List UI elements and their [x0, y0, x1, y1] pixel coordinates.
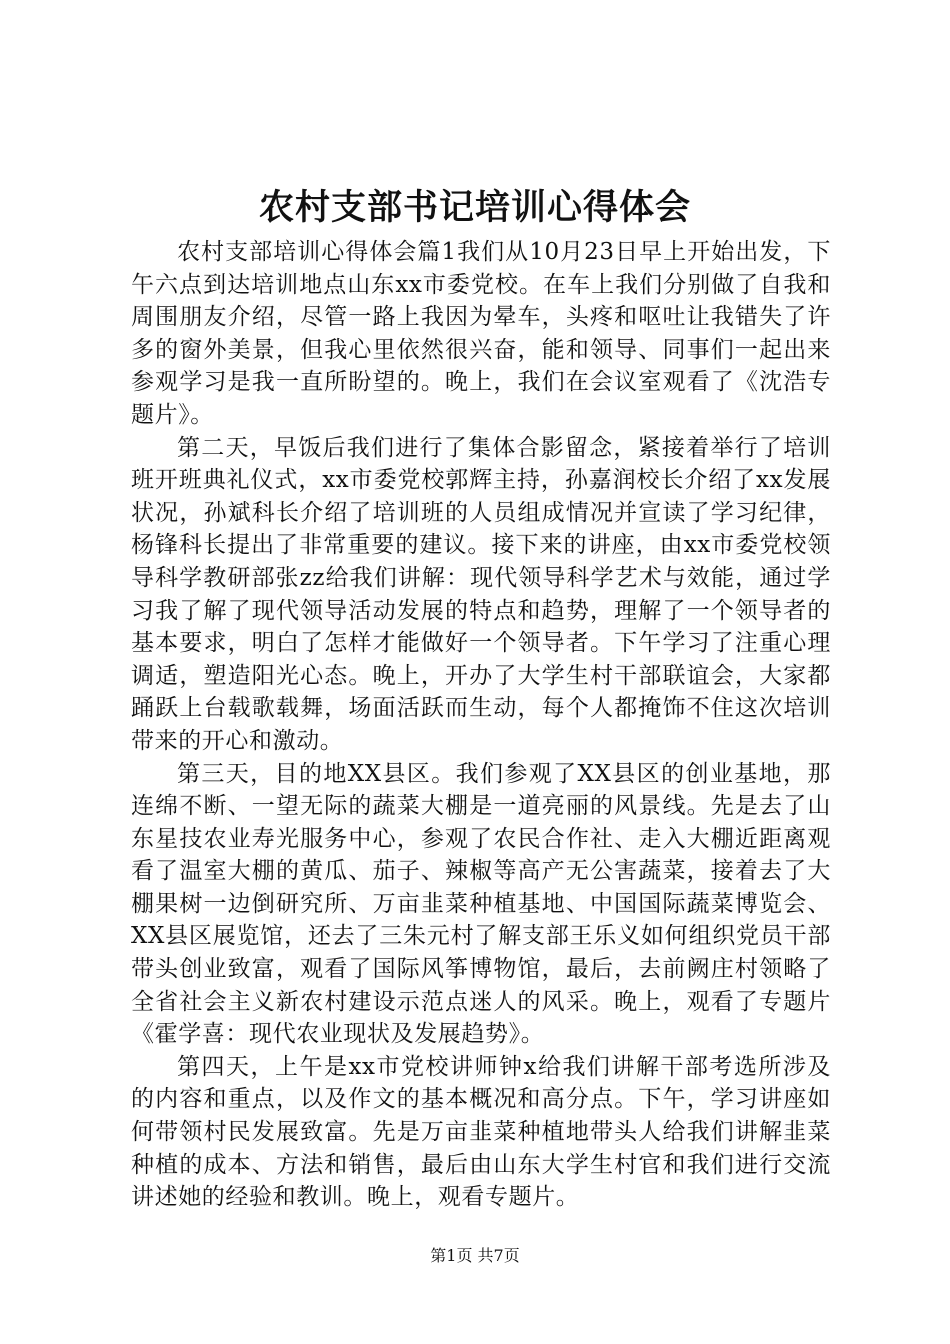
paragraph: 农村支部培训心得体会篇1我们从10月23日早上开始出发，下午六点到达培训地点山东xx市委党校。在车上我们分别做了自我和周围朋友介绍，尽管一路上我因为晕车，头疼和呕吐让我错失了许多的窗外美景，但我心里依然很兴奋，能和领导、同事们一起出来参观学习是我一直所盼望的。晚上，我们在会议室观看了《沈浩专题片》。	[131, 239, 831, 428]
paragraph: 第四天，上午是xx市党校讲师钟x给我们讲解干部考选所涉及的内容和重点，以及作文的基本概况和高分点。下午，学习讲座如何带领村民发展致富。先是万亩韭菜种植地带头人给我们讲解韭菜种植的成本、方法和销售，最后由山东大学生村官和我们进行交流讲述她的经验和教训。晚上，观看专题片。	[131, 1053, 831, 1211]
paragraph: 第三天，目的地XX县区。我们参观了XX县区的创业基地，那连绵不断、一望无际的蔬菜大棚是一道亮丽的风景线。先是去了山东星技农业寿光服务中心，参观了农民合作社、走入大棚近距离观看了温室大棚的黄瓜、茄子、辣椒等高产无公害蔬菜，接着去了大棚果树一边倒研究所、万亩韭菜种植基地、中国国际蔬菜博览会、XX县区展览馆，还去了三朱元村了解支部王乐义如何组织党员干部带头创业致富，观看了国际风筝博物馆，最后，去前阙庄村领略了全省社会主义新农村建设示范点迷人的风采。晚上，观看了专题片《霍学喜：现代农业现状及发展趋势》。	[131, 760, 831, 1048]
paragraph: 第二天，早饭后我们进行了集体合影留念，紧接着举行了培训班开班典礼仪式，xx市委党校郭辉主持，孙嘉润校长介绍了xx发展状况，孙斌科长介绍了培训班的人员组成情况并宣读了学习纪律，杨锋科长提出了非常重要的建议。接下来的讲座，由xx市委党校领导科学教研部张zz给我们讲解：现代领导科学艺术与效能，通过学习我了解了现代领导活动发展的特点和趋势，理解了一个领导者的基本要求，明白了怎样才能做好一个领导者。下午学习了注重心理调适，塑造阳光心态。晚上，开办了大学生村干部联谊会，大家都踊跃上台载歌载舞，场面活跃而生动，每个人都掩饰不住这次培训带来的开心和激动。	[131, 434, 832, 754]
page-number-footer: 第1页 共7页	[430, 1246, 520, 1265]
document-title: 农村支部书记培训心得体会	[258, 188, 691, 228]
document-body	[131, 236, 831, 1214]
